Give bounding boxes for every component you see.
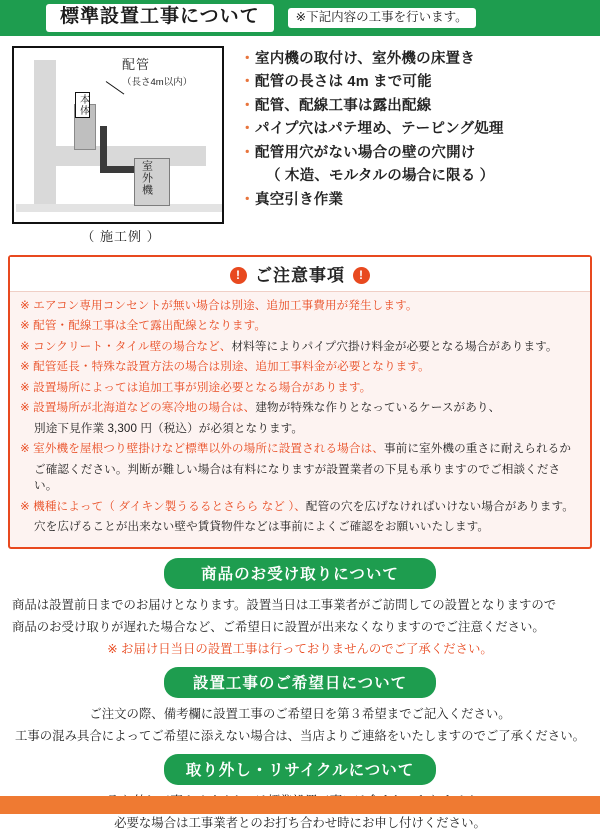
bullet-item: ・ パイプ穴はパテ埋め、テーピング処理 — [240, 118, 592, 141]
caution-text: ※ 設置場所が北海道などの寒冷地の場合は、 — [20, 401, 256, 415]
caution-text: 配管の穴を広げなければいけない場合があります。 — [305, 499, 574, 513]
installation-diagram — [12, 46, 224, 224]
bullet-item: ・ 配管用穴がない場合の壁の穴開け — [240, 142, 592, 165]
exclamation-icon: ! — [353, 267, 370, 284]
caution-title-text: ご注意事項 — [255, 266, 345, 285]
caution-item — [20, 359, 580, 375]
caution-text: ※ 配管・配線工事は全て露出配線となります。 — [20, 319, 267, 333]
caution-text: 事前に室外機の重さに耐えられるか — [383, 442, 572, 456]
caution-item — [20, 400, 580, 416]
section-line: 必要な場合は工事業者とのお打ち合わせ時にお申し付けください。 — [114, 816, 486, 831]
page-title: 標準設置工事について — [46, 4, 274, 32]
indoor-unit-label: 本体 — [75, 92, 90, 118]
pipe-length-note: （長さ4m以内） — [122, 77, 193, 88]
caution-text: ご確認ください。判断が難しい場合は有料になりますが設置業者の下見も承りますのでご相談ください。 — [34, 462, 561, 493]
caution-title — [10, 257, 590, 292]
caution-item — [20, 519, 580, 535]
diagram-wrapper — [12, 46, 230, 245]
caution-item — [20, 499, 580, 515]
caution-item — [20, 298, 580, 314]
caution-item — [20, 339, 580, 355]
caution-text: ※ エアコン専用コンセントが無い場合は別途、追加工事費用が発生します。 — [20, 299, 418, 312]
section-line: ご注文の際、備考欄に設置工事のご希望日を第３希望までご記入ください。 — [89, 707, 511, 722]
section-line: 商品のお受け取りが遅れた場合など、ご希望日に設置が出来なくなりますのでご注意ください。 — [12, 620, 545, 635]
caution-text: 別途下見作業 3,300 円（税込）が必須となります。 — [34, 421, 304, 435]
bullet-item: ・ 配管の長さは 4m まで可能 — [240, 71, 592, 94]
section-title: 取り外し・リサイクルについて — [164, 754, 436, 785]
info-section — [0, 558, 600, 658]
section-title: 商品のお受け取りについて — [164, 558, 436, 589]
caution-text: 穴を広げることが出来ない壁や賃貸物件などは事前によくご確認をお願いいたします。 — [34, 519, 490, 533]
info-section — [0, 754, 600, 832]
header-note: ※下記内容の工事を行います。 — [288, 8, 476, 29]
caution-item — [20, 441, 580, 457]
info-sections — [0, 558, 600, 832]
caution-text: 材料等によりパイプ穴掛け料金が必要となる場合があります。 — [231, 339, 558, 353]
bullet-item: ・ 真空引き作業 — [240, 189, 592, 212]
standard-work-bullet-list — [240, 46, 592, 245]
section-line: 商品は設置前日までのお届けとなります。設置当日は工事業者がご訪問しての設置となりますので — [12, 598, 557, 613]
pipe-label: 配管 — [122, 57, 151, 72]
page-header — [0, 0, 600, 36]
bullet-item: ・ 室内機の取付け、室外機の床置き — [240, 48, 592, 71]
caution-text: 建物が特殊な作りとなっているケースがあり、 — [255, 401, 501, 415]
section-line: ※ お届け日当日の設置工事は行っておりませんのでご了承ください。 — [107, 641, 493, 656]
section-body — [0, 698, 600, 745]
bullet-item: （ 木造、モルタルの場合に限る ） — [266, 168, 495, 185]
bullet-item: ・ 配管、配線工事は露出配線 — [240, 95, 592, 118]
caution-text: ※ 設置場所によっては追加工事が別途必要となる場合があります。 — [20, 380, 372, 394]
diagram-caption: （ 施工例 ） — [81, 229, 161, 244]
info-section — [0, 667, 600, 745]
caution-item — [20, 380, 580, 396]
wall-horizontal — [34, 146, 206, 166]
caution-item — [20, 462, 580, 495]
caution-item — [20, 318, 580, 334]
caution-list — [10, 292, 590, 547]
footer-band — [0, 796, 600, 814]
ground-line — [16, 204, 222, 212]
exclamation-icon: ! — [230, 267, 247, 284]
caution-text: ※ 機種によって（ ダイキン製うるるとさらら など ）、 — [20, 499, 306, 513]
caution-text: ※ 室外機を屋根つり壁掛けなど標準以外の場所に設置される場合は、 — [20, 442, 384, 456]
pipe-horizontal — [100, 166, 136, 173]
section-body — [0, 589, 600, 658]
outdoor-unit-label: 室外機 — [140, 160, 153, 196]
section-line: 工事の混み具合によってご希望に添えない場合は、当店よりご連絡をいたしますのでご了承ください。 — [15, 728, 585, 743]
caution-text: ※ コンクリート・タイル壁の場合など、 — [20, 339, 232, 353]
section-title: 設置工事のご希望日について — [164, 667, 436, 698]
wall-vertical — [34, 60, 56, 206]
top-section — [0, 36, 600, 251]
caution-text: ※ 配管延長・特殊な設置方法の場合は別途、追加工事料金が必要となります。 — [20, 360, 430, 374]
caution-box — [8, 255, 592, 549]
caution-item — [20, 421, 580, 437]
